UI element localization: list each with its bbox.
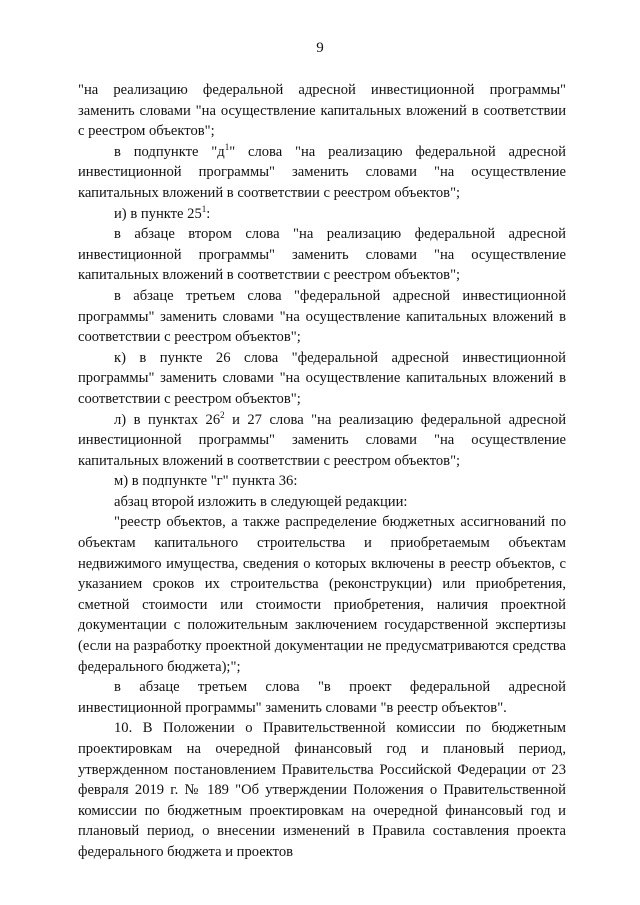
- text-run: в абзаце втором слова "на реализацию федеральной адресной инвестиционной программы" заменить словами "на осуществление капитальных вложений в соответствии с реестром объектов";: [78, 226, 566, 284]
- text-run: в абзаце третьем слова "федеральной адресной инвестиционной программы" заменить словами "на осуществление капитальных вложений в соответствии с реестром объектов";: [78, 287, 566, 346]
- text-run: к) в пункте 26 слова "федеральной адресной инвестиционной программы" заменить словами "на осуществление капитальных вложений в соответствии с реестром объектов";: [78, 349, 566, 407]
- text-run: и) в пункте 25: [114, 205, 202, 222]
- paragraph: [78, 286, 566, 348]
- superscript: 2: [220, 409, 225, 420]
- text-run: л) в пунктах 26: [114, 411, 221, 428]
- text-run: и 27 слова "на реализацию федеральной адресной инвестиционной программы" заменить словами "на осуществление капитальных вложений в соответствии с реестром объектов";: [78, 411, 567, 469]
- superscript: 1: [201, 203, 207, 214]
- paragraph: [78, 718, 566, 862]
- paragraph: [78, 410, 566, 472]
- paragraph: [78, 80, 566, 142]
- text-run: "реестр объектов, а также распределение бюджетных ассигнований по объектам капитального строительства и приобретаемым объектам недвижимого имущества, сведения о которых включены в реестр объектов, с указанием сроков их строительства (реконструкции) или приобретения, сметной стоимости или стоимости приобретения, наличия проектной документации с положительным заключением государственной экспертизы (если на разработку проектной документации не предусматриваются средства федерального бюджета);";: [78, 514, 566, 675]
- paragraph: [78, 224, 566, 286]
- paragraph: [78, 677, 566, 718]
- text-run: м) в подпункте "г" пункта 36:: [114, 473, 298, 490]
- text-run: 10. В Положении о Правительственной комиссии по бюджетным проектировкам на очередной финансовый год и плановый период, утвержденном постановлением Правительства Российской Федерации от 23 февраля 2019 г. № 189 "Об утверждении Положения о Правительственной комиссии по бюджетным проектировкам на очередной финансовый год и плановый период, о внесении изменений в Правила составления проекта федерального бюджета и проектов: [78, 720, 566, 860]
- paragraph: [78, 142, 566, 204]
- text-run: абзац второй изложить в следующей редакции:: [114, 493, 408, 510]
- text-run: в абзаце третьем слова "в проект федеральной адресной инвестиционной программы" заменить словами "в реестр объектов".: [78, 679, 566, 716]
- text-run: в подпункте "д: [114, 143, 225, 160]
- page-number: 9: [316, 40, 324, 56]
- text-run: "на реализацию федеральной адресной инвестиционной программы" заменить словами "на осуществление капитальных вложений в соответствии с реестром объектов";: [78, 82, 566, 140]
- paragraph: [78, 471, 566, 492]
- text-run: :: [206, 205, 211, 222]
- superscript: 1: [224, 141, 230, 152]
- document-body: [78, 80, 566, 863]
- paragraph: [78, 492, 566, 513]
- paragraph: [78, 348, 566, 410]
- paragraph: [78, 204, 566, 225]
- paragraph: [78, 512, 566, 677]
- text-run: " слова "на реализацию федеральной адресной инвестиционной программы" заменить словами "на осуществление капитальных вложений в соответствии с реестром объектов";: [78, 143, 566, 201]
